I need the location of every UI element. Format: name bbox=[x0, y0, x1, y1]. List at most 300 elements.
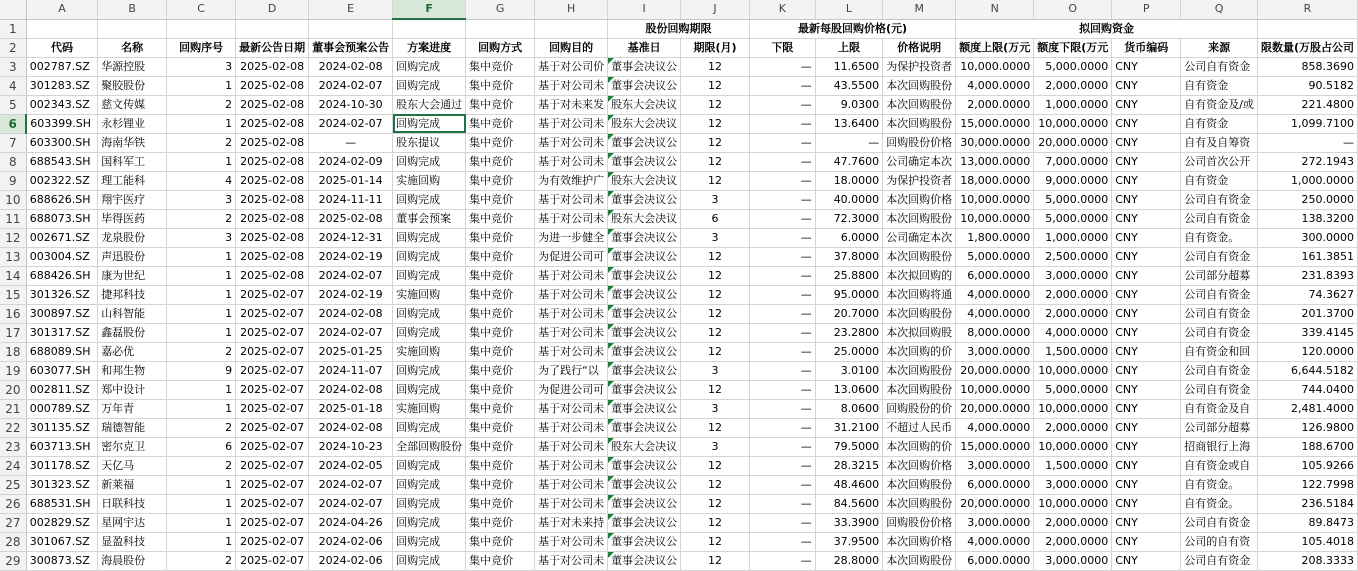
cell-R16[interactable]: 201.3700 bbox=[1257, 304, 1357, 323]
column-title-R[interactable]: 限数量(万股占公司 bbox=[1257, 38, 1357, 57]
cell-O23[interactable]: 10,000.0000 bbox=[1034, 437, 1112, 456]
cell-E9[interactable]: 2025-01-14 bbox=[309, 171, 393, 190]
cell-F19[interactable]: 回购完成 bbox=[393, 361, 466, 380]
cell-O20[interactable]: 5,000.0000 bbox=[1034, 380, 1112, 399]
cell-F10[interactable]: 回购完成 bbox=[393, 190, 466, 209]
row-header-16[interactable]: 16 bbox=[0, 304, 26, 323]
column-header-H[interactable]: H bbox=[535, 0, 608, 19]
cell-I4[interactable]: 董事会决议公 bbox=[608, 76, 681, 95]
cell-M24[interactable]: 本次回购价格 bbox=[883, 456, 956, 475]
column-title-B[interactable]: 名称 bbox=[98, 38, 167, 57]
cell-J29[interactable]: 12 bbox=[681, 551, 750, 570]
cell-J28[interactable]: 12 bbox=[681, 532, 750, 551]
cell-G5[interactable]: 集中竞价 bbox=[466, 95, 535, 114]
row-header-9[interactable]: 9 bbox=[0, 171, 26, 190]
cell-P14[interactable]: CNY bbox=[1112, 266, 1181, 285]
cell-C8[interactable]: 1 bbox=[167, 152, 236, 171]
column-header-G[interactable]: G bbox=[466, 0, 535, 19]
column-title-D[interactable]: 最新公告日期 bbox=[236, 38, 309, 57]
row-header-6[interactable]: 6 bbox=[0, 114, 26, 133]
cell-D5[interactable]: 2025-02-08 bbox=[236, 95, 309, 114]
cell-P29[interactable]: CNY bbox=[1112, 551, 1181, 570]
cell-H24[interactable]: 基于对公司未 bbox=[535, 456, 608, 475]
row-header-28[interactable]: 28 bbox=[0, 532, 26, 551]
cell-B14[interactable]: 康为世纪 bbox=[98, 266, 167, 285]
cell-A5[interactable]: 002343.SZ bbox=[26, 95, 97, 114]
cell-L11[interactable]: 72.3000 bbox=[815, 209, 882, 228]
cell-H3[interactable]: 基于对公司价 bbox=[535, 57, 608, 76]
cell-D15[interactable]: 2025-02-07 bbox=[236, 285, 309, 304]
row-header-17[interactable]: 17 bbox=[0, 323, 26, 342]
cell-O10[interactable]: 5,000.0000 bbox=[1034, 190, 1112, 209]
cell-I8[interactable]: 董事会决议公 bbox=[608, 152, 681, 171]
cell-N29[interactable]: 6,000.0000 bbox=[956, 551, 1034, 570]
cell-I22[interactable]: 董事会决议公 bbox=[608, 418, 681, 437]
cell-I12[interactable]: 董事会决议公 bbox=[608, 228, 681, 247]
cell-J13[interactable]: 12 bbox=[681, 247, 750, 266]
cell-M16[interactable]: 本次回购股份 bbox=[883, 304, 956, 323]
cell-L14[interactable]: 25.8800 bbox=[815, 266, 882, 285]
cell-F17[interactable]: 回购完成 bbox=[393, 323, 466, 342]
cell-G28[interactable]: 集中竞价 bbox=[466, 532, 535, 551]
cell-E28[interactable]: 2024-02-06 bbox=[309, 532, 393, 551]
cell-I6[interactable]: 股东大会决议 bbox=[608, 114, 681, 133]
cell-P17[interactable]: CNY bbox=[1112, 323, 1181, 342]
cell-D8[interactable]: 2025-02-08 bbox=[236, 152, 309, 171]
cell-B12[interactable]: 龙泉股份 bbox=[98, 228, 167, 247]
cell-M4[interactable]: 本次回购股份 bbox=[883, 76, 956, 95]
cell-C15[interactable]: 1 bbox=[167, 285, 236, 304]
cell-K27[interactable]: — bbox=[749, 513, 815, 532]
column-header-E[interactable]: E bbox=[309, 0, 393, 19]
cell-J3[interactable]: 12 bbox=[681, 57, 750, 76]
cell-I10[interactable]: 董事会决议公 bbox=[608, 190, 681, 209]
cell-P9[interactable]: CNY bbox=[1112, 171, 1181, 190]
cell-P15[interactable]: CNY bbox=[1112, 285, 1181, 304]
cell-D23[interactable]: 2025-02-07 bbox=[236, 437, 309, 456]
cell-Q7[interactable]: 自有及自筹资 bbox=[1181, 133, 1258, 152]
cell-B19[interactable]: 和邦生物 bbox=[98, 361, 167, 380]
cell-J18[interactable]: 12 bbox=[681, 342, 750, 361]
cell-K21[interactable]: — bbox=[749, 399, 815, 418]
cell-N18[interactable]: 3,000.0000 bbox=[956, 342, 1034, 361]
column-title-J[interactable]: 期限(月) bbox=[681, 38, 750, 57]
cell-O13[interactable]: 2,500.0000 bbox=[1034, 247, 1112, 266]
column-header-A[interactable]: A bbox=[26, 0, 97, 19]
cell-L6[interactable]: 13.6400 bbox=[815, 114, 882, 133]
cell-B21[interactable]: 万年青 bbox=[98, 399, 167, 418]
cell-A10[interactable]: 688626.SH bbox=[26, 190, 97, 209]
cell-Q16[interactable]: 公司自有资金 bbox=[1181, 304, 1258, 323]
column-header-F[interactable]: F bbox=[393, 0, 466, 19]
cell-N19[interactable]: 20,000.0000 bbox=[956, 361, 1034, 380]
cell-H27[interactable]: 基于对未来持 bbox=[535, 513, 608, 532]
cell-R26[interactable]: 236.5184 bbox=[1257, 494, 1357, 513]
cell-E20[interactable]: 2024-02-08 bbox=[309, 380, 393, 399]
cell-H6[interactable]: 基于对公司未 bbox=[535, 114, 608, 133]
cell-D7[interactable]: 2025-02-08 bbox=[236, 133, 309, 152]
cell-O5[interactable]: 1,000.0000 bbox=[1034, 95, 1112, 114]
cell-K19[interactable]: — bbox=[749, 361, 815, 380]
cell-R3[interactable]: 858.3690 bbox=[1257, 57, 1357, 76]
column-title-O[interactable]: 额度下限(万元 bbox=[1034, 38, 1112, 57]
cell-R10[interactable]: 250.0000 bbox=[1257, 190, 1357, 209]
cell-E23[interactable]: 2024-10-23 bbox=[309, 437, 393, 456]
cell-L4[interactable]: 43.5500 bbox=[815, 76, 882, 95]
cell-O12[interactable]: 1,000.0000 bbox=[1034, 228, 1112, 247]
cell-E19[interactable]: 2024-11-07 bbox=[309, 361, 393, 380]
column-header-P[interactable]: P bbox=[1112, 0, 1181, 19]
cell-L3[interactable]: 11.6500 bbox=[815, 57, 882, 76]
cell-A15[interactable]: 301326.SZ bbox=[26, 285, 97, 304]
cell-B4[interactable]: 聚胶股份 bbox=[98, 76, 167, 95]
cell-Q5[interactable]: 自有资金及/或 bbox=[1181, 95, 1258, 114]
cell-K9[interactable]: — bbox=[749, 171, 815, 190]
cell-H5[interactable]: 基于对未来发 bbox=[535, 95, 608, 114]
cell-B13[interactable]: 声迅股份 bbox=[98, 247, 167, 266]
row-header-19[interactable]: 19 bbox=[0, 361, 26, 380]
cell-H19[interactable]: 为了践行“以 bbox=[535, 361, 608, 380]
cell-N7[interactable]: 30,000.0000 bbox=[956, 133, 1034, 152]
row-header-11[interactable]: 11 bbox=[0, 209, 26, 228]
cell-K15[interactable]: — bbox=[749, 285, 815, 304]
column-title-M[interactable]: 价格说明 bbox=[883, 38, 956, 57]
column-title-P[interactable]: 货币编码 bbox=[1112, 38, 1181, 57]
cell-M22[interactable]: 不超过人民币 bbox=[883, 418, 956, 437]
cell-Q26[interactable]: 自有资金。 bbox=[1181, 494, 1258, 513]
cell-Q14[interactable]: 公司部分超募 bbox=[1181, 266, 1258, 285]
cell-C12[interactable]: 3 bbox=[167, 228, 236, 247]
cell-R5[interactable]: 221.4800 bbox=[1257, 95, 1357, 114]
cell-J20[interactable]: 12 bbox=[681, 380, 750, 399]
cell-K10[interactable]: — bbox=[749, 190, 815, 209]
cell-N28[interactable]: 4,000.0000 bbox=[956, 532, 1034, 551]
cell-G9[interactable]: 集中竞价 bbox=[466, 171, 535, 190]
cell-N17[interactable]: 8,000.0000 bbox=[956, 323, 1034, 342]
cell-M5[interactable]: 本次回购股份 bbox=[883, 95, 956, 114]
cell-N14[interactable]: 6,000.0000 bbox=[956, 266, 1034, 285]
cell-L26[interactable]: 84.5600 bbox=[815, 494, 882, 513]
cell-O15[interactable]: 2,000.0000 bbox=[1034, 285, 1112, 304]
cell-Q13[interactable]: 公司自有资金 bbox=[1181, 247, 1258, 266]
cell-M26[interactable]: 本次回购股份 bbox=[883, 494, 956, 513]
cell-K8[interactable]: — bbox=[749, 152, 815, 171]
cell-B23[interactable]: 密尔克卫 bbox=[98, 437, 167, 456]
cell-D12[interactable]: 2025-02-08 bbox=[236, 228, 309, 247]
cell-M27[interactable]: 回购股份价格 bbox=[883, 513, 956, 532]
row-header-1[interactable]: 1 bbox=[0, 19, 26, 38]
cell-I7[interactable]: 董事会决议公 bbox=[608, 133, 681, 152]
cell-M9[interactable]: 为保护投资者 bbox=[883, 171, 956, 190]
cell-F26[interactable]: 回购完成 bbox=[393, 494, 466, 513]
cell-P5[interactable]: CNY bbox=[1112, 95, 1181, 114]
cell-C17[interactable]: 1 bbox=[167, 323, 236, 342]
cell-A17[interactable]: 301317.SZ bbox=[26, 323, 97, 342]
cell-J17[interactable]: 12 bbox=[681, 323, 750, 342]
cell-L21[interactable]: 8.0600 bbox=[815, 399, 882, 418]
cell-F14[interactable]: 回购完成 bbox=[393, 266, 466, 285]
cell-H1[interactable] bbox=[535, 19, 608, 38]
cell-L28[interactable]: 37.9500 bbox=[815, 532, 882, 551]
cell-Q10[interactable]: 公司自有资金 bbox=[1181, 190, 1258, 209]
cell-D28[interactable]: 2025-02-07 bbox=[236, 532, 309, 551]
cell-E17[interactable]: 2024-02-07 bbox=[309, 323, 393, 342]
cell-A26[interactable]: 688531.SH bbox=[26, 494, 97, 513]
cell-N8[interactable]: 13,000.0000 bbox=[956, 152, 1034, 171]
cell-J26[interactable]: 12 bbox=[681, 494, 750, 513]
cell-G11[interactable]: 集中竞价 bbox=[466, 209, 535, 228]
cell-G12[interactable]: 集中竞价 bbox=[466, 228, 535, 247]
cell-R4[interactable]: 90.5182 bbox=[1257, 76, 1357, 95]
cell-L25[interactable]: 48.4600 bbox=[815, 475, 882, 494]
cell-K11[interactable]: — bbox=[749, 209, 815, 228]
cell-E25[interactable]: 2024-02-07 bbox=[309, 475, 393, 494]
cell-L12[interactable]: 6.0000 bbox=[815, 228, 882, 247]
cell-F7[interactable]: 股东提议 bbox=[393, 133, 466, 152]
cell-Q20[interactable]: 公司自有资金 bbox=[1181, 380, 1258, 399]
cell-K16[interactable]: — bbox=[749, 304, 815, 323]
cell-P13[interactable]: CNY bbox=[1112, 247, 1181, 266]
cell-H28[interactable]: 基于对公司未 bbox=[535, 532, 608, 551]
cell-C29[interactable]: 2 bbox=[167, 551, 236, 570]
cell-R13[interactable]: 161.3851 bbox=[1257, 247, 1357, 266]
cell-D4[interactable]: 2025-02-08 bbox=[236, 76, 309, 95]
row-header-18[interactable]: 18 bbox=[0, 342, 26, 361]
cell-H29[interactable]: 基于对公司未 bbox=[535, 551, 608, 570]
column-title-G[interactable]: 回购方式 bbox=[466, 38, 535, 57]
cell-I26[interactable]: 董事会决议公 bbox=[608, 494, 681, 513]
cell-J5[interactable]: 12 bbox=[681, 95, 750, 114]
column-title-C[interactable]: 回购序号 bbox=[167, 38, 236, 57]
cell-L9[interactable]: 18.0000 bbox=[815, 171, 882, 190]
cell-R12[interactable]: 300.0000 bbox=[1257, 228, 1357, 247]
cell-A19[interactable]: 603077.SH bbox=[26, 361, 97, 380]
cell-P25[interactable]: CNY bbox=[1112, 475, 1181, 494]
cell-R15[interactable]: 74.3627 bbox=[1257, 285, 1357, 304]
cell-O4[interactable]: 2,000.0000 bbox=[1034, 76, 1112, 95]
cell-H14[interactable]: 基于对公司未 bbox=[535, 266, 608, 285]
cell-P10[interactable]: CNY bbox=[1112, 190, 1181, 209]
row-header-12[interactable]: 12 bbox=[0, 228, 26, 247]
cell-K20[interactable]: — bbox=[749, 380, 815, 399]
cell-O22[interactable]: 2,000.0000 bbox=[1034, 418, 1112, 437]
cell-C28[interactable]: 1 bbox=[167, 532, 236, 551]
cell-L13[interactable]: 37.8000 bbox=[815, 247, 882, 266]
cell-K29[interactable]: — bbox=[749, 551, 815, 570]
cell-Q24[interactable]: 自有资金或自 bbox=[1181, 456, 1258, 475]
cell-J4[interactable]: 12 bbox=[681, 76, 750, 95]
cell-M6[interactable]: 本次回购股份 bbox=[883, 114, 956, 133]
cell-F24[interactable]: 回购完成 bbox=[393, 456, 466, 475]
cell-I23[interactable]: 股东大会决议 bbox=[608, 437, 681, 456]
column-title-H[interactable]: 回购目的 bbox=[535, 38, 608, 57]
cell-G4[interactable]: 集中竞价 bbox=[466, 76, 535, 95]
cell-C14[interactable]: 1 bbox=[167, 266, 236, 285]
cell-R25[interactable]: 122.7998 bbox=[1257, 475, 1357, 494]
cell-D18[interactable]: 2025-02-07 bbox=[236, 342, 309, 361]
cell-F6[interactable]: 回购完成 bbox=[393, 114, 466, 133]
cell-R29[interactable]: 208.3333 bbox=[1257, 551, 1357, 570]
cell-F12[interactable]: 回购完成 bbox=[393, 228, 466, 247]
cell-L29[interactable]: 28.8000 bbox=[815, 551, 882, 570]
cell-G15[interactable]: 集中竞价 bbox=[466, 285, 535, 304]
cell-B29[interactable]: 海晨股份 bbox=[98, 551, 167, 570]
cell-L8[interactable]: 47.7600 bbox=[815, 152, 882, 171]
cell-P8[interactable]: CNY bbox=[1112, 152, 1181, 171]
column-header-L[interactable]: L bbox=[815, 0, 882, 19]
cell-P12[interactable]: CNY bbox=[1112, 228, 1181, 247]
cell-F22[interactable]: 回购完成 bbox=[393, 418, 466, 437]
cell-F1[interactable] bbox=[393, 19, 466, 38]
cell-M20[interactable]: 本次回购股份 bbox=[883, 380, 956, 399]
cell-P18[interactable]: CNY bbox=[1112, 342, 1181, 361]
cell-Q23[interactable]: 招商银行上海 bbox=[1181, 437, 1258, 456]
row-header-4[interactable]: 4 bbox=[0, 76, 26, 95]
row-header-24[interactable]: 24 bbox=[0, 456, 26, 475]
cell-F15[interactable]: 实施回购 bbox=[393, 285, 466, 304]
cell-I11[interactable]: 股东大会决议 bbox=[608, 209, 681, 228]
cell-K3[interactable]: — bbox=[749, 57, 815, 76]
cell-G1[interactable] bbox=[466, 19, 535, 38]
cell-L19[interactable]: 3.0100 bbox=[815, 361, 882, 380]
column-title-L[interactable]: 上限 bbox=[815, 38, 882, 57]
cell-B6[interactable]: 永杉锂业 bbox=[98, 114, 167, 133]
cell-R24[interactable]: 105.9266 bbox=[1257, 456, 1357, 475]
cell-N5[interactable]: 2,000.0000 bbox=[956, 95, 1034, 114]
cell-B28[interactable]: 显盈科技 bbox=[98, 532, 167, 551]
cell-E3[interactable]: 2024-02-08 bbox=[309, 57, 393, 76]
cell-E11[interactable]: 2025-02-08 bbox=[309, 209, 393, 228]
cell-C11[interactable]: 2 bbox=[167, 209, 236, 228]
cell-D13[interactable]: 2025-02-08 bbox=[236, 247, 309, 266]
cell-M19[interactable]: 本次回购股份 bbox=[883, 361, 956, 380]
cell-A7[interactable]: 603300.SH bbox=[26, 133, 97, 152]
cell-B16[interactable]: 山科智能 bbox=[98, 304, 167, 323]
cell-A6[interactable]: 603399.SH bbox=[26, 114, 97, 133]
cell-C7[interactable]: 2 bbox=[167, 133, 236, 152]
cell-M14[interactable]: 本次拟回购的 bbox=[883, 266, 956, 285]
cell-N11[interactable]: 10,000.0000 bbox=[956, 209, 1034, 228]
cell-B22[interactable]: 瑞德智能 bbox=[98, 418, 167, 437]
cell-M11[interactable]: 本次回购股份 bbox=[883, 209, 956, 228]
cell-R6[interactable]: 1,099.7100 bbox=[1257, 114, 1357, 133]
cell-R28[interactable]: 105.4018 bbox=[1257, 532, 1357, 551]
cell-G27[interactable]: 集中竞价 bbox=[466, 513, 535, 532]
cell-A11[interactable]: 688073.SH bbox=[26, 209, 97, 228]
cell-O27[interactable]: 2,000.0000 bbox=[1034, 513, 1112, 532]
cell-J19[interactable]: 3 bbox=[681, 361, 750, 380]
cell-F23[interactable]: 全部回购股份 bbox=[393, 437, 466, 456]
cell-C19[interactable]: 9 bbox=[167, 361, 236, 380]
cell-Q12[interactable]: 自有资金。 bbox=[1181, 228, 1258, 247]
cell-G16[interactable]: 集中竞价 bbox=[466, 304, 535, 323]
cell-R19[interactable]: 6,644.5182 bbox=[1257, 361, 1357, 380]
cell-L18[interactable]: 25.0000 bbox=[815, 342, 882, 361]
cell-J23[interactable]: 3 bbox=[681, 437, 750, 456]
cell-O29[interactable]: 3,000.0000 bbox=[1034, 551, 1112, 570]
cell-P4[interactable]: CNY bbox=[1112, 76, 1181, 95]
cell-C25[interactable]: 1 bbox=[167, 475, 236, 494]
cell-G13[interactable]: 集中竞价 bbox=[466, 247, 535, 266]
cell-P24[interactable]: CNY bbox=[1112, 456, 1181, 475]
cell-Q9[interactable]: 自有资金 bbox=[1181, 171, 1258, 190]
cell-H21[interactable]: 基于对公司未 bbox=[535, 399, 608, 418]
row-header-15[interactable]: 15 bbox=[0, 285, 26, 304]
cell-J22[interactable]: 12 bbox=[681, 418, 750, 437]
cell-Q28[interactable]: 公司的自有资 bbox=[1181, 532, 1258, 551]
cell-L17[interactable]: 23.2800 bbox=[815, 323, 882, 342]
cell-B1[interactable] bbox=[98, 19, 167, 38]
cell-G21[interactable]: 集中竞价 bbox=[466, 399, 535, 418]
cell-L20[interactable]: 13.0600 bbox=[815, 380, 882, 399]
cell-J15[interactable]: 12 bbox=[681, 285, 750, 304]
cell-Q27[interactable]: 公司自有资金 bbox=[1181, 513, 1258, 532]
cell-L27[interactable]: 33.3900 bbox=[815, 513, 882, 532]
cell-F16[interactable]: 回购完成 bbox=[393, 304, 466, 323]
cell-E6[interactable]: 2024-02-07 bbox=[309, 114, 393, 133]
cell-J7[interactable]: 12 bbox=[681, 133, 750, 152]
cell-H13[interactable]: 为促进公司可 bbox=[535, 247, 608, 266]
cell-M15[interactable]: 本次回购将通 bbox=[883, 285, 956, 304]
column-header-B[interactable]: B bbox=[98, 0, 167, 19]
cell-B17[interactable]: 鑫磊股份 bbox=[98, 323, 167, 342]
cell-G24[interactable]: 集中竞价 bbox=[466, 456, 535, 475]
cell-M23[interactable]: 本次回购的价 bbox=[883, 437, 956, 456]
cell-B3[interactable]: 华源控股 bbox=[98, 57, 167, 76]
cell-D27[interactable]: 2025-02-07 bbox=[236, 513, 309, 532]
group-header-buyback-period[interactable]: 股份回购期限 bbox=[608, 19, 750, 38]
cell-A12[interactable]: 002671.SZ bbox=[26, 228, 97, 247]
row-header-14[interactable]: 14 bbox=[0, 266, 26, 285]
column-header-I[interactable]: I bbox=[608, 0, 681, 19]
column-header-K[interactable]: K bbox=[749, 0, 815, 19]
cell-K12[interactable]: — bbox=[749, 228, 815, 247]
cell-K18[interactable]: — bbox=[749, 342, 815, 361]
cell-P26[interactable]: CNY bbox=[1112, 494, 1181, 513]
column-header-M[interactable]: M bbox=[883, 0, 956, 19]
cell-E4[interactable]: 2024-02-07 bbox=[309, 76, 393, 95]
cell-F11[interactable]: 董事会预案 bbox=[393, 209, 466, 228]
cell-P27[interactable]: CNY bbox=[1112, 513, 1181, 532]
cell-D3[interactable]: 2025-02-08 bbox=[236, 57, 309, 76]
cell-B20[interactable]: 郑中设计 bbox=[98, 380, 167, 399]
cell-F9[interactable]: 实施回购 bbox=[393, 171, 466, 190]
cell-F20[interactable]: 回购完成 bbox=[393, 380, 466, 399]
cell-H9[interactable]: 为有效维护广 bbox=[535, 171, 608, 190]
cell-R9[interactable]: 1,000.0000 bbox=[1257, 171, 1357, 190]
column-header-C[interactable]: C bbox=[167, 0, 236, 19]
cell-A21[interactable]: 000789.SZ bbox=[26, 399, 97, 418]
cell-I25[interactable]: 董事会决议公 bbox=[608, 475, 681, 494]
cell-K17[interactable]: — bbox=[749, 323, 815, 342]
cell-J9[interactable]: 12 bbox=[681, 171, 750, 190]
cell-E5[interactable]: 2024-10-30 bbox=[309, 95, 393, 114]
column-header-O[interactable]: O bbox=[1034, 0, 1112, 19]
cell-A3[interactable]: 002787.SZ bbox=[26, 57, 97, 76]
cell-K25[interactable]: — bbox=[749, 475, 815, 494]
cell-A13[interactable]: 003004.SZ bbox=[26, 247, 97, 266]
cell-N27[interactable]: 3,000.0000 bbox=[956, 513, 1034, 532]
cell-N9[interactable]: 18,000.0000 bbox=[956, 171, 1034, 190]
row-header-2[interactable]: 2 bbox=[0, 38, 26, 57]
cell-D25[interactable]: 2025-02-07 bbox=[236, 475, 309, 494]
cell-H22[interactable]: 基于对公司未 bbox=[535, 418, 608, 437]
cell-D10[interactable]: 2025-02-08 bbox=[236, 190, 309, 209]
cell-G10[interactable]: 集中竞价 bbox=[466, 190, 535, 209]
cell-K22[interactable]: — bbox=[749, 418, 815, 437]
cell-K7[interactable]: — bbox=[749, 133, 815, 152]
row-header-27[interactable]: 27 bbox=[0, 513, 26, 532]
